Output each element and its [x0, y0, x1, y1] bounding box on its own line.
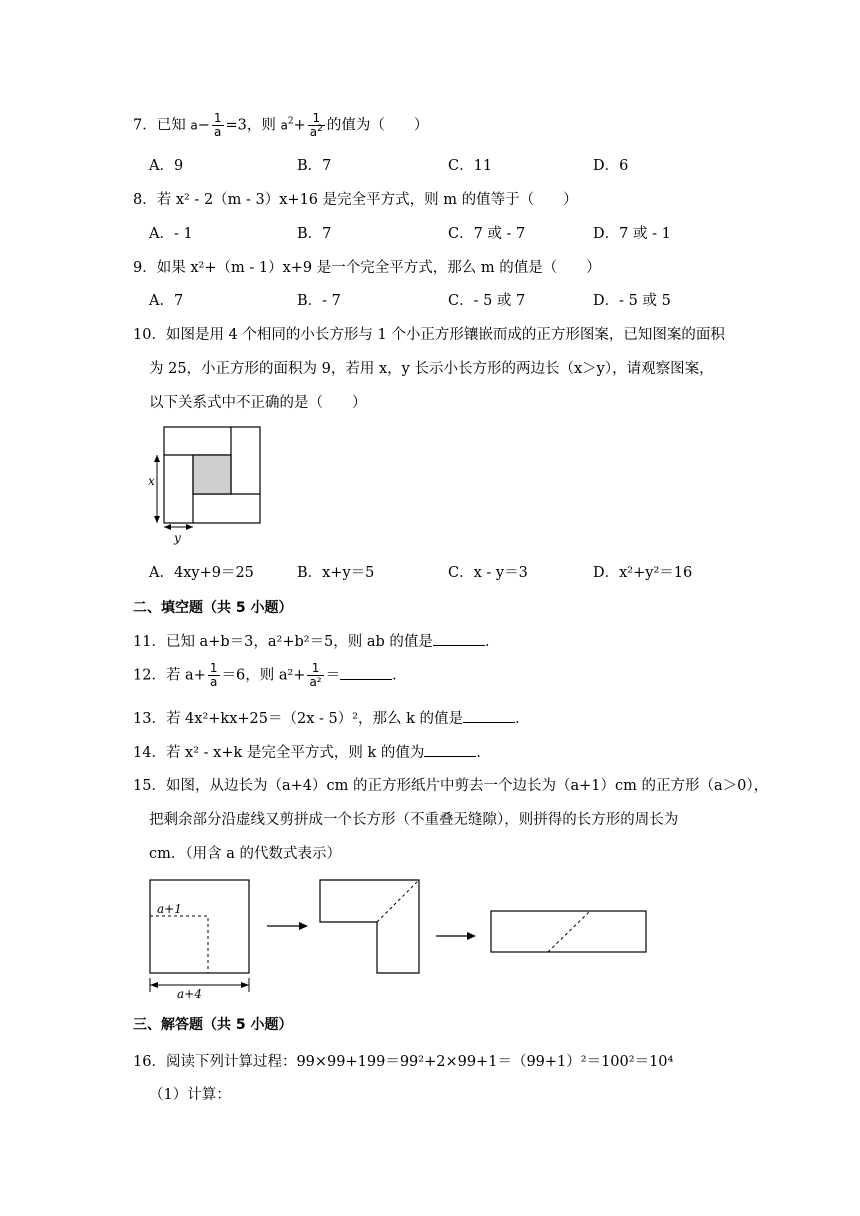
- q8-option-b[interactable]: B．7: [297, 226, 332, 242]
- q10-line1: 10．如图是用 4 个相同的小长方形与 1 个小正方形镶嵌而成的正方形图案，已知图案的面积: [133, 327, 725, 343]
- q15-fig-a1-label: a+1: [157, 902, 182, 916]
- q11: 11．已知 a+b＝3，a²+b²＝5，则 ab 的值是 ．: [133, 631, 499, 652]
- q7-frac: $\frac{1}{a}$: [213, 111, 222, 139]
- q14: 14．若 x² ‑ x+k 是完全平方式，则 k 的值为 ．: [133, 742, 491, 763]
- q10-option-c[interactable]: C．x ‑ y＝3: [448, 565, 528, 581]
- q15-line1: 15．如图，从边长为（a+4）cm 的正方形纸片中剪去一个边长为（a+1）cm 的正方形（a＞0），: [133, 778, 769, 794]
- q10-option-a[interactable]: A．4xy+9＝25: [149, 565, 254, 581]
- q10-option-b[interactable]: B．x+y＝5: [297, 565, 375, 581]
- q10-line3: 以下关系式中不正确的是（ ）: [149, 395, 367, 411]
- q7-option-a[interactable]: A．9: [149, 158, 184, 174]
- q10-fig-x-label: x: [148, 474, 155, 488]
- q7-var-a: a: [190, 118, 198, 133]
- q8-option-a[interactable]: A．‑ 1: [149, 226, 193, 242]
- arrow-icon: [299, 922, 308, 930]
- q7-frac2: $\frac{1}{a^2}$: [309, 111, 323, 139]
- q13-answer-blank[interactable]: [463, 708, 515, 723]
- q12-frac1: $\frac{1}{a}$: [209, 661, 218, 689]
- q15-line2: 把剩余部分沿虚线又剪拼成一个长方形（不重叠无缝隙），则拼得的长方形的周长为: [149, 812, 679, 828]
- q7-option-c[interactable]: C．11: [448, 158, 493, 174]
- q9-option-c[interactable]: C．‑ 5 或 7: [448, 293, 526, 309]
- q9-option-a[interactable]: A．7: [149, 293, 184, 309]
- q16-line1: 16．阅读下列计算过程：99×99+199＝99²+2×99+1＝（99+1）²＝100²＝10⁴: [133, 1054, 674, 1070]
- arrow-icon: [467, 932, 476, 940]
- q8-option-d[interactable]: D．7 或 ‑ 1: [593, 226, 671, 242]
- q7-option-d[interactable]: D．6: [593, 158, 629, 174]
- q7-option-b[interactable]: B．7: [297, 158, 332, 174]
- q7-stem: 7．已知 a− $\frac{1}{a}$ =3，则 $a^2+$ $\frac{1}{a^2}$ 的值为（ ）: [133, 111, 429, 139]
- section-3-title: 三、解答题（共 5 小题）: [133, 1017, 293, 1033]
- q14-answer-blank[interactable]: [424, 742, 476, 757]
- q10-figure: [145, 422, 265, 550]
- q12-answer-blank[interactable]: [340, 665, 392, 680]
- q8-option-c[interactable]: C．7 或 ‑ 7: [448, 226, 526, 242]
- q10-option-d[interactable]: D．x²+y²＝16: [593, 565, 693, 581]
- q10-fig-y-label: y: [174, 531, 181, 545]
- q9-stem: 9．如果 x²+（m ‑ 1）x+9 是一个完全平方式，那么 m 的值是（ ）: [133, 260, 601, 276]
- q15-fig-a4-label: a+4: [177, 987, 202, 1001]
- q12: 12．若 a+ $\frac{1}{a}$ ＝6，则 a²+ $\frac{1}{\text{a²}}$ ＝ ．: [133, 661, 407, 689]
- q11-answer-blank[interactable]: [433, 631, 485, 646]
- q10-line2: 为 25，小正方形的面积为 9，若用 x，y 长示小长方形的两边长（x＞y），请观察图案，: [149, 361, 714, 377]
- q12-frac2: $\frac{1}{\text{a²}}$: [309, 661, 322, 689]
- q16-line2: （1）计算：: [149, 1087, 231, 1103]
- q8-stem: 8．若 x² ‑ 2（m ‑ 3）x+16 是完全平方式，则 m 的值等于（ ）: [133, 192, 578, 208]
- q9-option-b[interactable]: B．‑ 7: [297, 293, 341, 309]
- section-2-title: 二、填空题（共 5 小题）: [133, 600, 293, 616]
- q15-figure: [140, 870, 660, 1002]
- q13: 13．若 4x²+kx+25＝（2x ‑ 5）²，那么 k 的值是 ．: [133, 708, 530, 729]
- q15-line3: cm．（用含 a 的代数式表示）: [149, 846, 341, 862]
- q9-option-d[interactable]: D．‑ 5 或 5: [593, 293, 671, 309]
